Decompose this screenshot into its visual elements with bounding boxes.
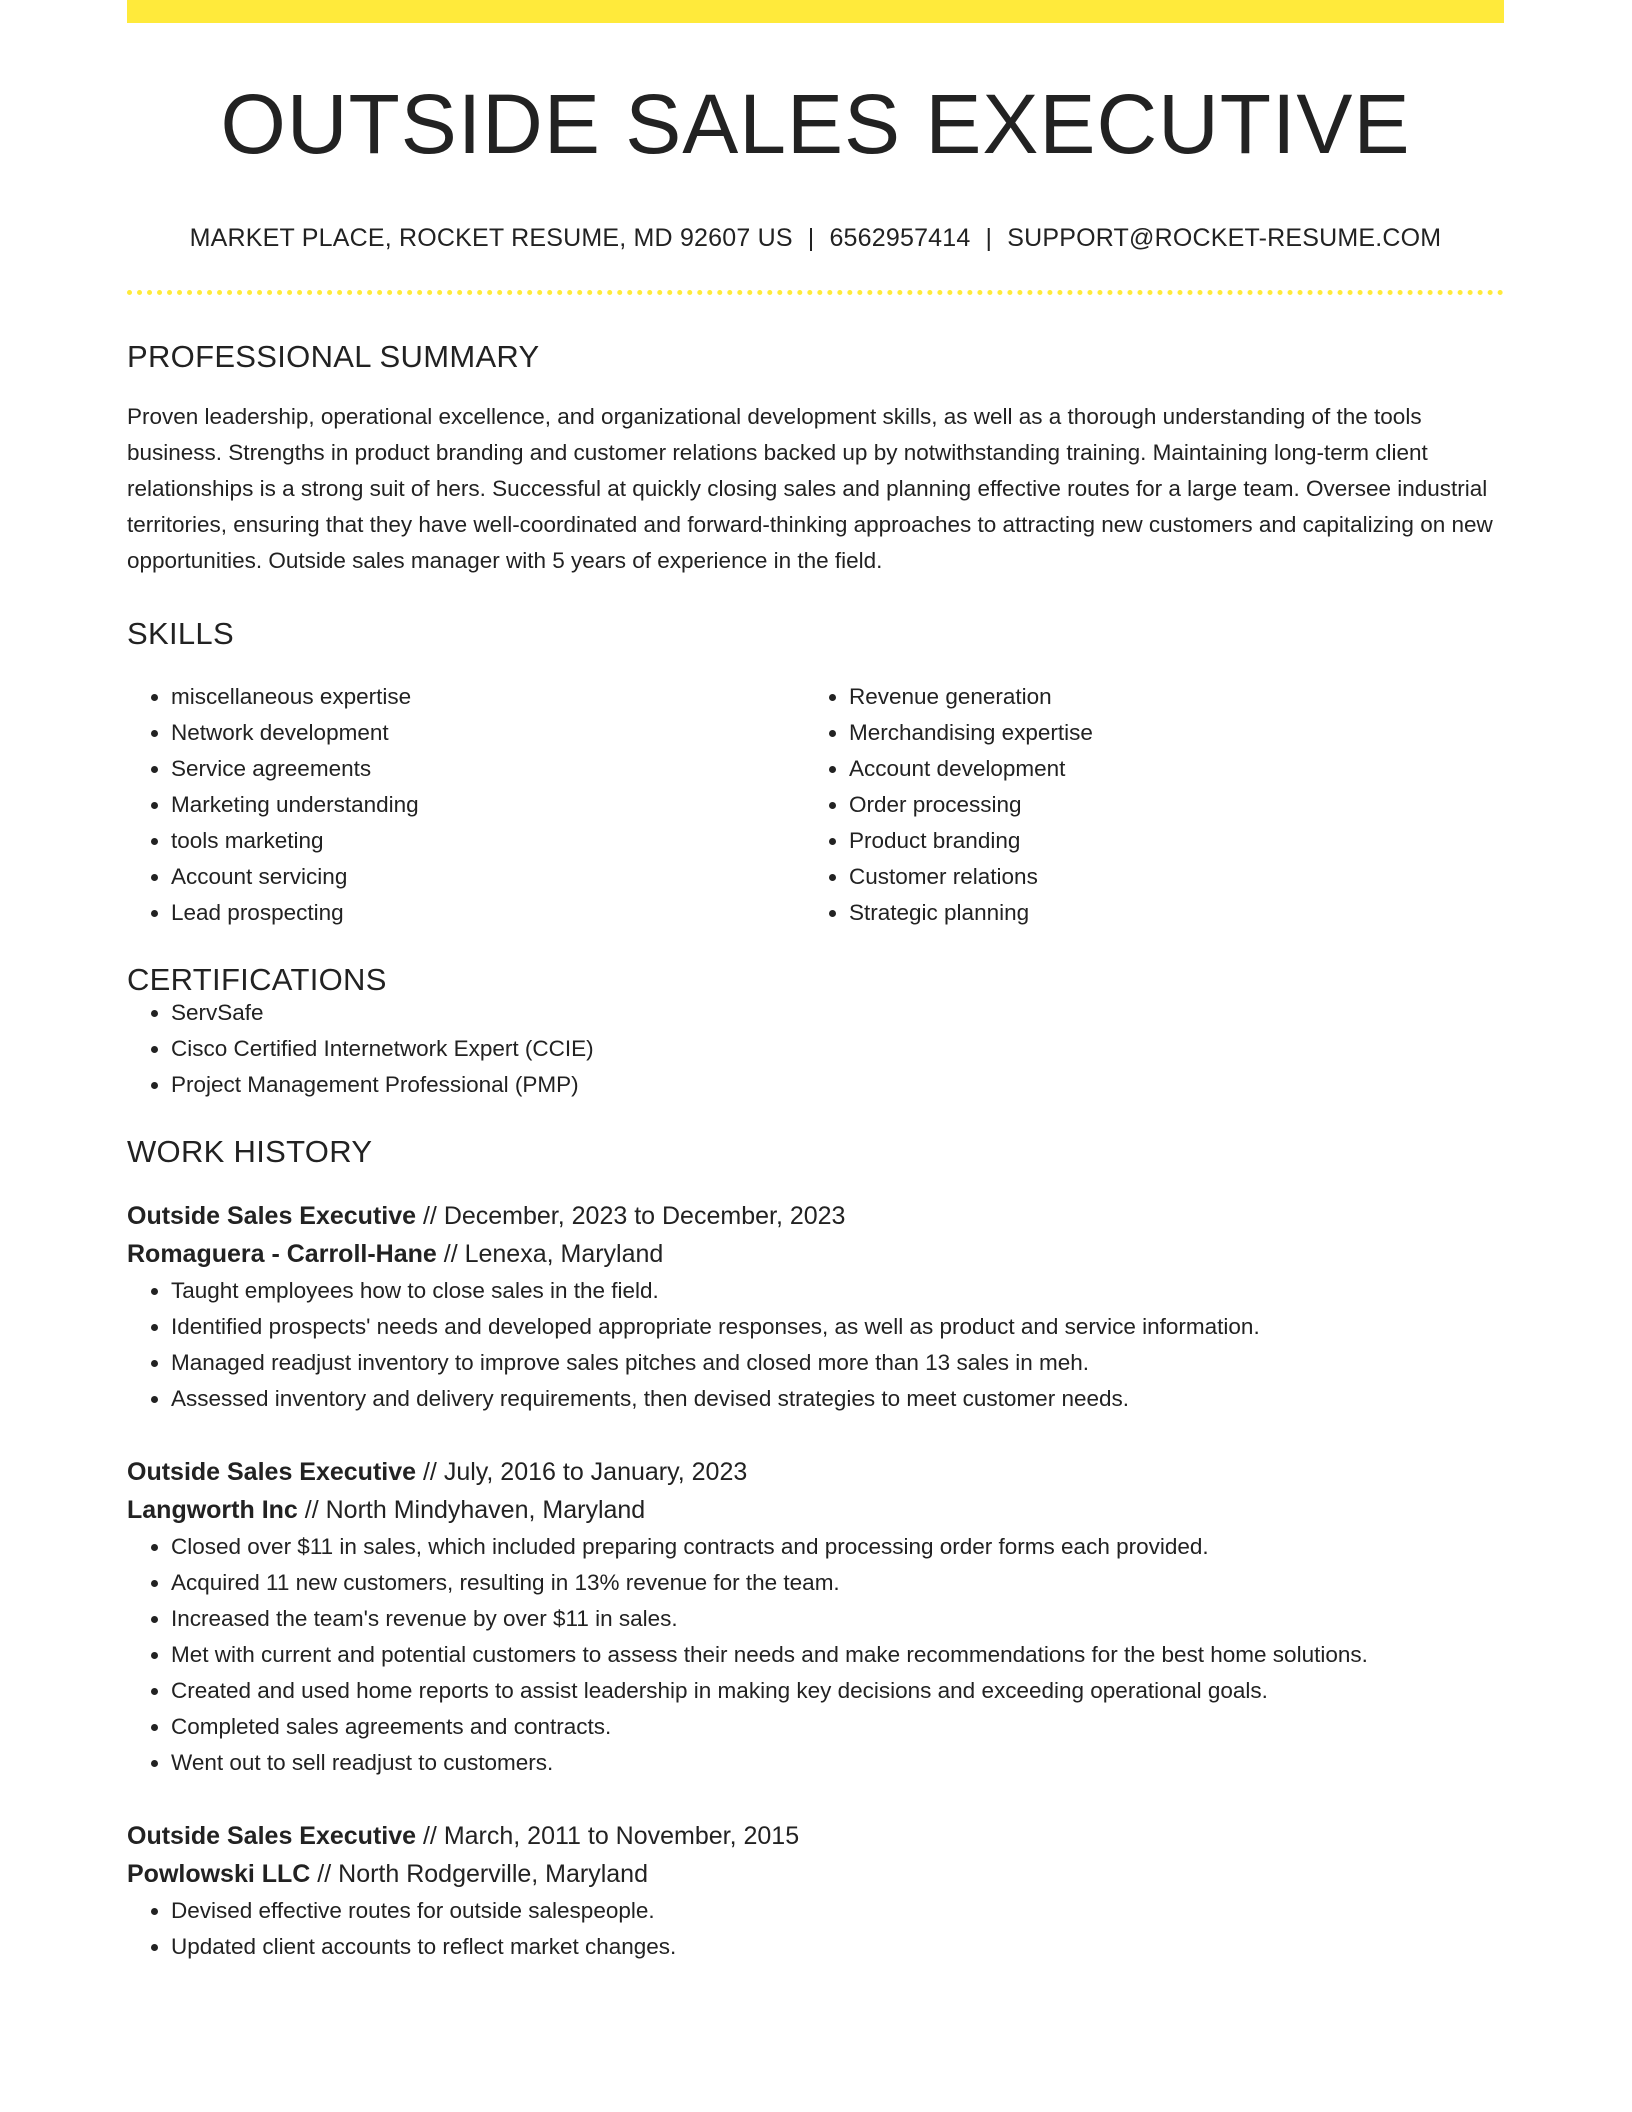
skill-item: • Account development <box>849 751 1483 787</box>
job-entry <box>127 1453 1504 1781</box>
skills-column-left <box>127 679 805 931</box>
skill-item: • Account servicing <box>171 859 805 895</box>
job-duty-item: • Taught employees how to close sales in the field. <box>171 1273 1504 1309</box>
job-duty-item: • Managed readjust inventory to improve sales pitches and closed more than 13 sales in meh. <box>171 1345 1504 1381</box>
job-location: // North Mindyhaven, Maryland <box>297 1496 646 1524</box>
job-role: Outside Sales Executive <box>127 1202 417 1230</box>
skill-item: • Revenue generation <box>849 679 1483 715</box>
job-company-line <box>127 1491 1504 1529</box>
resume-page <box>127 0 1504 1965</box>
skill-item: • Merchandising expertise <box>849 715 1483 751</box>
job-title-line <box>127 1197 1504 1235</box>
contact-separator: | <box>985 224 993 252</box>
skill-item: • Order processing <box>849 787 1483 823</box>
job-role: Outside Sales Executive <box>127 1822 417 1850</box>
page-title: OUTSIDE SALES EXECUTIVE <box>220 77 1411 171</box>
skill-item: • Customer relations <box>849 859 1483 895</box>
job-company: Romaguera - Carroll-Hane <box>127 1240 437 1268</box>
job-role: Outside Sales Executive <box>127 1458 417 1486</box>
job-duty-item: • Identified prospects' needs and developed appropriate responses, as well as product and service information. <box>171 1309 1504 1345</box>
job-company-line <box>127 1235 1504 1273</box>
accent-top-bar <box>127 0 1504 23</box>
job-title-line <box>127 1453 1504 1491</box>
skill-item: • Strategic planning <box>849 895 1483 931</box>
skill-item: • Lead prospecting <box>171 895 805 931</box>
header-divider <box>127 290 1504 295</box>
email-text: SUPPORT@ROCKET-RESUME.COM <box>1007 224 1442 252</box>
job-title-line <box>127 1817 1504 1855</box>
skill-item: • miscellaneous expertise <box>171 679 805 715</box>
job-company: Langworth Inc <box>127 1496 298 1524</box>
job-duty-item: • Devised effective routes for outside salespeople. <box>171 1893 1504 1929</box>
skill-item: • Service agreements <box>171 751 805 787</box>
skill-item: • tools marketing <box>171 823 805 859</box>
certifications-heading: CERTIFICATIONS <box>127 962 387 997</box>
job-duty-item: • Closed over $11 in sales, which included preparing contracts and processing order forms each provided. <box>171 1529 1504 1565</box>
work-history-heading: WORK HISTORY <box>127 1134 373 1169</box>
contact-line <box>127 226 1504 251</box>
job-location: // North Rodgerville, Maryland <box>310 1860 648 1888</box>
job-location: // Lenexa, Maryland <box>436 1240 664 1268</box>
job-duty-item: • Assessed inventory and delivery requirements, then devised strategies to meet customer needs. <box>171 1381 1504 1417</box>
job-duty-item: • Created and used home reports to assist leadership in making key decisions and exceeding operational goals. <box>171 1673 1504 1709</box>
certification-item: • ServSafe <box>171 995 1504 1031</box>
job-duties-list <box>127 1273 1504 1417</box>
job-dates: // March, 2011 to November, 2015 <box>416 1822 800 1850</box>
skill-item: • Product branding <box>849 823 1483 859</box>
skills-grid <box>127 679 1504 931</box>
job-company: Powlowski LLC <box>127 1860 311 1888</box>
summary-heading: PROFESSIONAL SUMMARY <box>127 339 540 374</box>
job-entry <box>127 1197 1504 1417</box>
summary-paragraph: Proven leadership, operational excellence, and organizational development skills, as well as a thorough understanding of the tools business. Strengths in product branding and customer relations backed up by notwithstanding training. Maintaining long-term client relationships is a strong suit of hers. Successful at quickly closing sales and planning effective routes for a large team. Oversee industrial territories, ensuring that they have well-coordinated and forward-thinking approaches to attracting new customers and capitalizing on new opportunities. Outside sales manager with 5 years of experience in the field. <box>127 404 1493 573</box>
certification-item: • Cisco Certified Internetwork Expert (CCIE) <box>171 1031 1504 1067</box>
job-duty-item: • Updated client accounts to reflect market changes. <box>171 1929 1504 1965</box>
phone-text: 6562957414 <box>829 224 971 252</box>
job-duty-item: • Acquired 11 new customers, resulting in 13% revenue for the team. <box>171 1565 1504 1601</box>
job-duty-item: • Completed sales agreements and contracts. <box>171 1709 1504 1745</box>
job-dates: // December, 2023 to December, 2023 <box>416 1202 846 1230</box>
skills-column-right <box>805 679 1483 931</box>
job-duty-item: • Increased the team's revenue by over $11 in sales. <box>171 1601 1504 1637</box>
address-text: MARKET PLACE, ROCKET RESUME, MD 92607 US <box>189 224 793 252</box>
skill-item: • Marketing understanding <box>171 787 805 823</box>
job-company-line <box>127 1855 1504 1893</box>
job-duty-item: • Met with current and potential customers to assess their needs and make recommendations for the best home solutions. <box>171 1637 1504 1673</box>
skills-list-right <box>805 679 1483 931</box>
job-duties-list <box>127 1529 1504 1781</box>
skills-heading: SKILLS <box>127 616 234 651</box>
skill-item: • Network development <box>171 715 805 751</box>
certification-item: • Project Management Professional (PMP) <box>171 1067 1504 1103</box>
job-entry <box>127 1817 1504 1965</box>
job-duties-list <box>127 1893 1504 1965</box>
job-duty-item: • Went out to sell readjust to customers. <box>171 1745 1504 1781</box>
certifications-list <box>127 995 1504 1103</box>
job-dates: // July, 2016 to January, 2023 <box>416 1458 748 1486</box>
contact-separator: | <box>807 224 815 252</box>
skills-list-left <box>127 679 805 931</box>
